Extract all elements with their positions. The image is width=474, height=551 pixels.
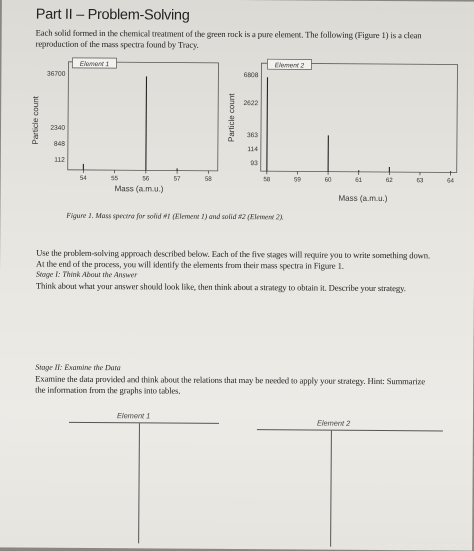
chart-2-x-tick-61: 61 — [355, 177, 362, 184]
chart-2-y-tick-3: 114 — [247, 146, 258, 153]
chart-1-svg — [68, 62, 219, 171]
chart-1-x-tick-55: 55 — [111, 175, 118, 182]
chart-2-frame — [261, 63, 458, 172]
stage-2-title: Stage II: Examine the Data — [35, 363, 120, 373]
chart-2-x-tick-58: 58 — [263, 176, 270, 183]
figure-caption: Figure 1. Mass spectra for solid #1 (Element 1) and solid #2 (Element 2). — [66, 211, 284, 222]
chart-1-y-tick-1: 2340 — [50, 125, 65, 132]
chart-1-y-axis-label: Particle count — [31, 96, 40, 145]
stage-2-text-line-2: the information from the graphs into tables. — [35, 385, 180, 396]
chart-2-title: Element 2 — [275, 62, 305, 69]
chart-1-bar-56 — [146, 76, 147, 170]
chart-2-x-axis-label: Mass (a.m.u.) — [339, 194, 388, 203]
chart-2-y-tick-1: 2622 — [243, 100, 258, 107]
chart-2-bar-58 — [267, 77, 268, 171]
chart-1-y-tick-3: 112 — [54, 157, 65, 164]
chart-1-x-axis-label: Mass (a.m.u.) — [115, 184, 164, 193]
chart-1-y-tick-0: 36700 — [47, 71, 66, 78]
instructions-line-1: Use the problem-solving approach described below. Each of the five stages will require you to write something down. — [36, 248, 430, 261]
intro-text-line-1: Each solid formed in the chemical treatment of the green rock is a pure element. The following (Figure 1) is a clean — [36, 28, 422, 41]
chart-1-title: Element 1 — [80, 61, 110, 68]
table-2-top-rule — [257, 429, 443, 431]
chart-1 — [68, 62, 219, 176]
chart-1-x-tick-58: 58 — [205, 176, 212, 183]
chart-2-x-tick-64: 64 — [447, 177, 454, 184]
chart-1-x-tick-57: 57 — [174, 176, 181, 183]
chart-2-x-tick-59: 59 — [294, 176, 301, 183]
chart-1-x-tick-56: 56 — [142, 175, 149, 182]
table-1-divider — [138, 423, 140, 543]
chart-1-x-tick-54: 54 — [80, 175, 87, 182]
chart-2-y-tick-0: 6808 — [244, 72, 259, 79]
table-2-header: Element 2 — [317, 419, 350, 428]
intro-text-line-2: reproduction of the mass spectra found by Tracy. — [36, 39, 199, 50]
chart-1-y-tick-2: 848 — [54, 141, 65, 148]
instructions-line-2: At the end of the process, you will identify the elements from their mass spectra in Figure 1. — [36, 259, 344, 271]
chart-2-y-tick-2: 363 — [247, 132, 258, 139]
stage-2-text-line-1: Examine the data provided and think about the relations that may be needed to apply your strategy. Hint: Summarize — [35, 374, 425, 387]
stage-1-text: Think about what your answer should look like, then think about a strategy to obtain it. Describe your strategy. — [36, 281, 406, 294]
page-title: Part II – Problem-Solving — [36, 7, 190, 24]
chart-1-frame — [68, 62, 219, 171]
chart-2-x-tick-62: 62 — [386, 177, 393, 184]
table-1-top-rule — [69, 422, 219, 424]
chart-2-x-tick-63: 63 — [416, 177, 423, 184]
chart-2-y-axis-label: Particle count — [227, 93, 236, 142]
chart-2-x-tick-60: 60 — [325, 177, 332, 184]
chart-2 — [261, 63, 458, 177]
chart-2-y-tick-4: 93 — [250, 160, 258, 167]
table-1-header: Element 1 — [117, 411, 150, 420]
table-2-divider — [330, 431, 332, 547]
stage-1-title: Stage I: Think About the Answer — [36, 270, 137, 280]
chart-2-svg — [261, 63, 458, 172]
